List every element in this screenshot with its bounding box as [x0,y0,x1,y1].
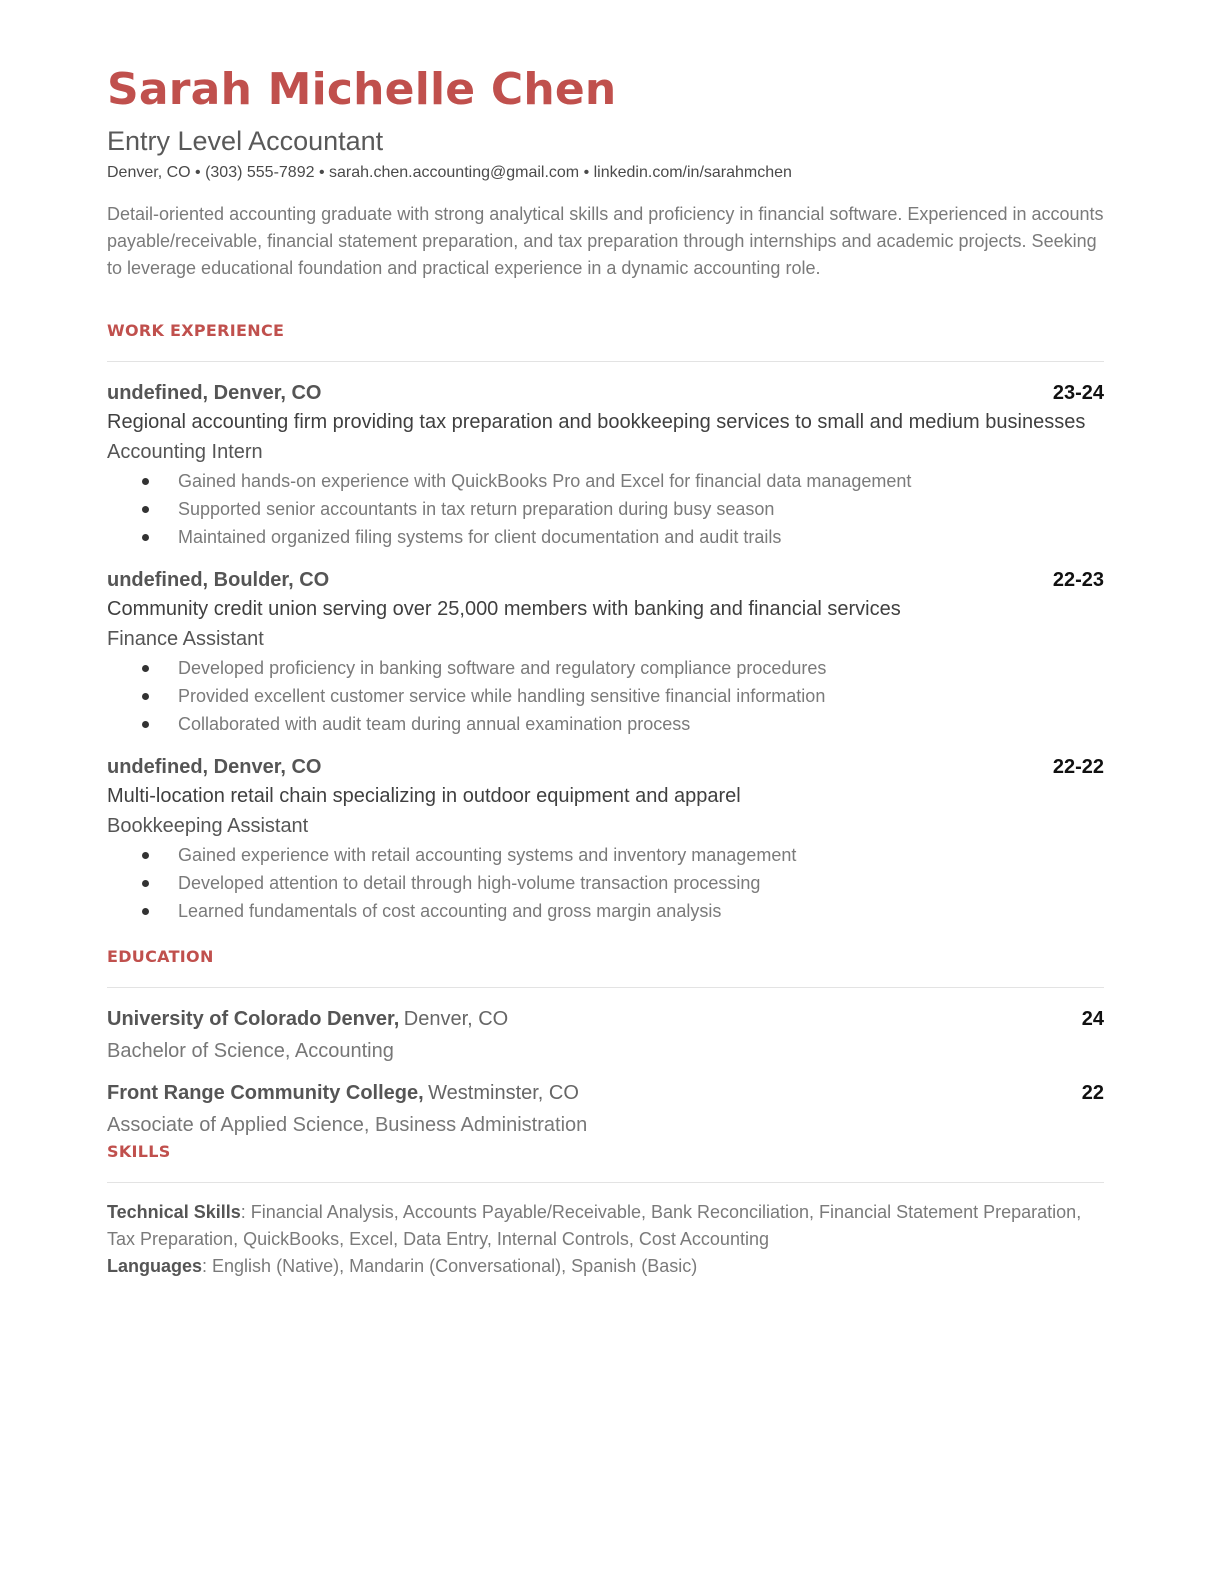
job-entry [107,565,1104,738]
job-bullet: Gained hands-on experience with QuickBooks Pro and Excel for financial data management [178,467,1104,495]
languages [107,1253,1104,1280]
section-divider [107,987,1104,988]
school-location: Denver, CO [403,1008,509,1030]
graduation-year: 24 [1081,1008,1104,1030]
job-entry [107,378,1104,551]
degree: Bachelor of Science, Accounting [107,1040,394,1062]
job-role: Accounting Intern [107,441,263,463]
job-bullets [107,467,1104,551]
candidate-name: Sarah Michelle Chen [107,64,617,115]
skills-section [107,1142,1104,1280]
bullet-dot-icon [142,665,149,672]
bullet-dot-icon [142,908,149,915]
company-description: Multi-location retail chain specializing in outdoor equipment and apparel [107,785,741,807]
technical-skills-label: Technical Skills [107,1202,241,1222]
job-bullet: Gained experience with retail accounting systems and inventory management [178,841,1104,869]
resume-page [107,60,1104,1280]
bullet-dot-icon [142,880,149,887]
school-location: Westminster, CO [428,1082,579,1104]
job-role: Bookkeeping Assistant [107,815,309,837]
graduation-year: 22 [1081,1082,1104,1104]
school-name: University of Colorado Denver, [107,1008,400,1030]
candidate-headline: Entry Level Accountant [107,126,384,156]
technical-skills-value: : Financial Analysis, Accounts Payable/Receivable, Bank Reconciliation, Financial Statement Preparation, Tax Preparation, QuickBooks, Excel, Data Entry, Internal Controls, Cost Accounting [107,1202,1082,1249]
job-dates: 22-22 [1052,756,1104,778]
company-description: Regional accounting firm providing tax preparation and bookkeeping services to small and medium businesses [107,411,1086,433]
job-company: undefined, Boulder, CO [107,569,330,591]
bullet-dot-icon [142,693,149,700]
section-divider [107,361,1104,362]
languages-value: : English (Native), Mandarin (Conversational), Spanish (Basic) [202,1256,698,1276]
job-bullet: Provided excellent customer service while handling sensitive financial information [178,682,1104,710]
job-company: undefined, Denver, CO [107,756,322,778]
job-bullet: Supported senior accountants in tax return preparation during busy season [178,495,1104,523]
degree: Associate of Applied Science, Business Administration [107,1114,588,1136]
job-dates: 22-23 [1052,569,1104,591]
job-bullet: Maintained organized filing systems for client documentation and audit trails [178,523,1104,551]
job-entry [107,752,1104,925]
skills-list [107,1199,1104,1280]
job-company: undefined, Denver, CO [107,382,322,404]
job-bullet: Developed proficiency in banking software and regulatory compliance procedures [178,654,1104,682]
job-bullet: Collaborated with audit team during annual examination process [178,710,1104,738]
job-bullet: Developed attention to detail through high-volume transaction processing [178,869,1104,897]
job-bullet: Learned fundamentals of cost accounting and gross margin analysis [178,897,1104,925]
bullet-dot-icon [142,506,149,513]
education-entry [107,1078,1104,1140]
company-description: Community credit union serving over 25,000 members with banking and financial services [107,598,901,620]
skills-heading: SKILLS [107,1142,171,1161]
contact-line: Denver, CO • (303) 555-7892 • sarah.chen.accounting@gmail.com • linkedin.com/in/sarahmchen [107,164,792,181]
work-experience-heading: WORK EXPERIENCE [107,321,285,340]
technical-skills [107,1199,1104,1253]
job-bullets [107,841,1104,925]
education-entry [107,1004,1104,1066]
bullet-dot-icon [142,721,149,728]
work-experience-section [107,321,1104,925]
education-heading: EDUCATION [107,947,214,966]
languages-label: Languages [107,1256,203,1276]
section-divider [107,1182,1104,1183]
school-name: Front Range Community College, [107,1082,424,1104]
professional-summary: Detail-oriented accounting graduate with strong analytical skills and proficiency in financial software. Experienced in accounts payable/receivable, financial statement preparation, and tax preparation through internships and academic projects. Seeking to leverage educational foundation and practical experience in a dynamic accounting role. [107,204,1104,278]
bullet-dot-icon [142,478,149,485]
job-bullets [107,654,1104,738]
job-role: Finance Assistant [107,628,264,650]
job-dates: 23-24 [1052,382,1104,404]
bullet-dot-icon [142,852,149,859]
bullet-dot-icon [142,534,149,541]
education-section [107,947,1104,1140]
